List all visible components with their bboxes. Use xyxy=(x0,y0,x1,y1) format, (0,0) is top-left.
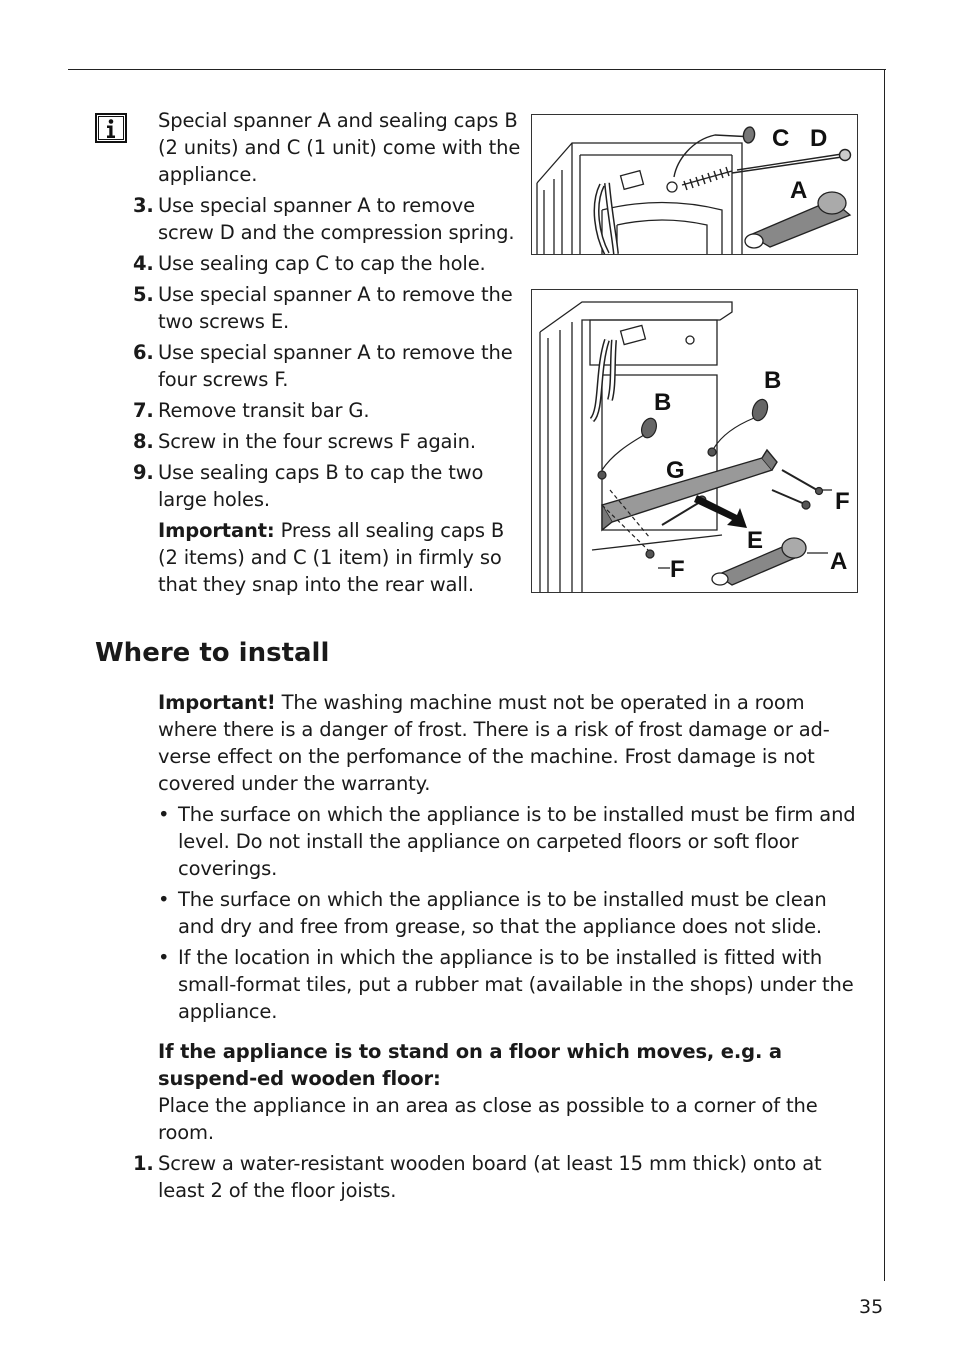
step-number: 1. xyxy=(133,1152,154,1175)
figure-label-b-right: B xyxy=(764,367,782,394)
important-text: Press all sealing caps B (2 items) and C (1 item) in firmly so that they snap into the rear wall. xyxy=(158,519,505,596)
bullet-text: If the location in which the appliance is to be installed is fitted with small-format tiles, put a rubber mat (available in the shops) under the appliance. xyxy=(178,946,854,1023)
right-rule xyxy=(884,69,885,1281)
section-heading: Where to install xyxy=(95,638,330,668)
list-item xyxy=(158,801,863,882)
figure-transit-bar xyxy=(531,289,858,593)
step-text: Screw in the four screws F again. xyxy=(158,430,476,453)
figure-label-c: C xyxy=(772,125,790,152)
step-item xyxy=(133,397,523,424)
step-text: Use special spanner A to remove screw D and the compression spring. xyxy=(158,194,515,244)
figure-1-illustration xyxy=(532,115,857,254)
step-text: Use sealing caps B to cap the two large holes. xyxy=(158,461,484,511)
step-item xyxy=(133,428,523,455)
step-number: 4. xyxy=(133,252,154,275)
list-item xyxy=(158,886,863,940)
install-section-body xyxy=(133,689,863,1204)
figure-2-illustration xyxy=(532,290,857,592)
list-item xyxy=(158,944,863,1025)
figure-spanner-screw xyxy=(531,114,858,255)
step-number: 8. xyxy=(133,430,154,453)
bullet-icon: • xyxy=(158,888,170,911)
step-text: Use special spanner A to remove the two screws E. xyxy=(158,283,513,333)
frost-warning xyxy=(158,689,863,797)
bullet-icon: • xyxy=(158,946,170,969)
step-text: Use sealing cap C to cap the hole. xyxy=(158,252,486,275)
step-number: 6. xyxy=(133,341,154,364)
figure-label-b-left: B xyxy=(654,389,672,416)
step-number: 9. xyxy=(133,461,154,484)
step-number: 3. xyxy=(133,194,154,217)
figure-label-a: A xyxy=(830,548,848,575)
bullet-text: The surface on which the appliance is to be installed must be firm and level. Do not install the appliance on carpeted floors or soft floor coverings. xyxy=(178,803,856,880)
step-text: Screw a water-resistant wooden board (at least 15 mm thick) onto at least 2 of the floor joists. xyxy=(158,1152,822,1202)
important-label: Important: xyxy=(158,519,275,542)
step-number: 7. xyxy=(133,399,154,422)
info-icon xyxy=(95,113,127,143)
step-item xyxy=(133,281,523,335)
important-label: Important! xyxy=(158,691,276,714)
info-note: Special spanner A and sealing caps B (2 units) and C (1 unit) come with the appliance. xyxy=(158,109,521,186)
step-text: Use special spanner A to remove the four screws F. xyxy=(158,341,513,391)
figure-label-a: A xyxy=(790,177,808,204)
step-number: 5. xyxy=(133,283,154,306)
figure-label-g: G xyxy=(666,457,685,484)
step-item xyxy=(133,1150,863,1204)
top-rule xyxy=(68,69,886,70)
bullet-text: The surface on which the appliance is to be installed must be clean and dry and free from grease, so that the appliance does not slide. xyxy=(178,888,827,938)
figure-label-d: D xyxy=(810,125,828,152)
step-item xyxy=(133,250,523,277)
figure-label-f-right: F xyxy=(835,488,850,515)
important-text: The washing machine must not be operated in a room where there is a danger of frost. There is a risk of frost damage or ad-verse effect on the perfomance of the machine. Frost damage is not covered under the warranty. xyxy=(158,691,830,795)
instruction-column xyxy=(133,107,523,598)
floor-text: Place the appliance in an area as close as possible to a corner of the room. xyxy=(158,1094,818,1144)
floor-heading: If the appliance is to stand on a floor which moves, e.g. a suspend-ed wooden floor: xyxy=(158,1040,782,1090)
step-item xyxy=(133,192,523,246)
bullet-icon: • xyxy=(158,803,170,826)
important-caps-note xyxy=(158,517,523,598)
step-text: Remove transit bar G. xyxy=(158,399,370,422)
figure-label-f-left: F xyxy=(670,556,685,583)
figure-label-e: E xyxy=(747,527,764,554)
page-number: 35 xyxy=(859,1296,884,1318)
step-item xyxy=(133,459,523,513)
step-item xyxy=(133,339,523,393)
